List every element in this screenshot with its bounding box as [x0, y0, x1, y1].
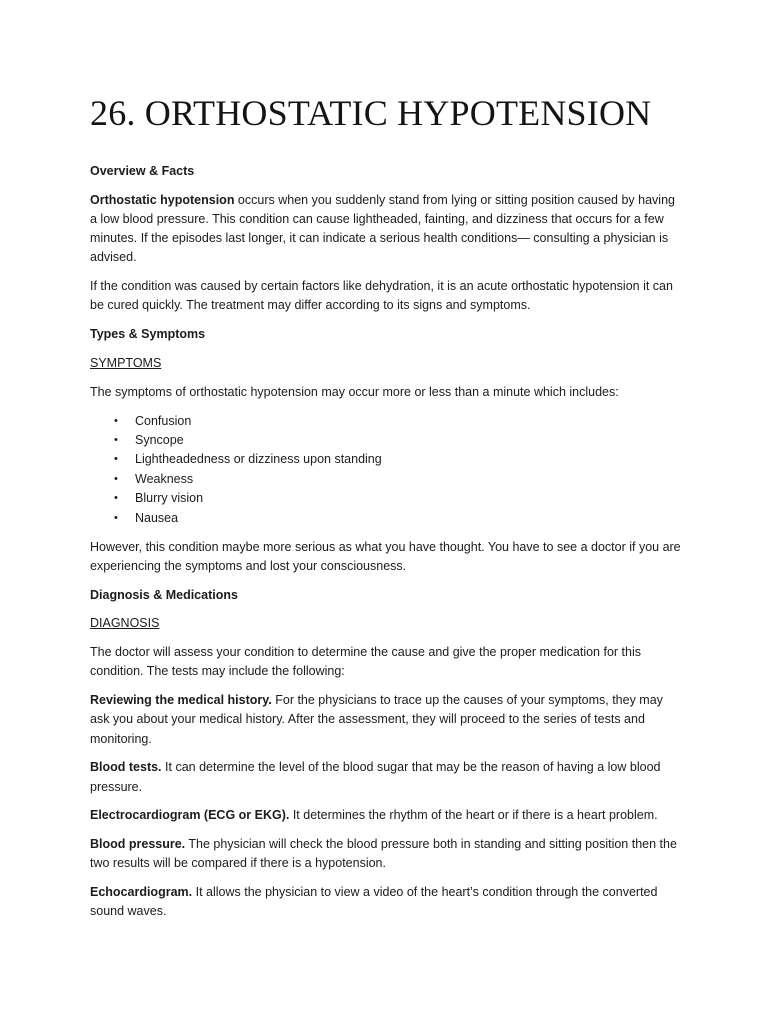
list-item-text: Nausea — [135, 510, 179, 525]
overview-paragraph-2: If the condition was caused by certain factors like dehydration, it is an acute orthostatic hypotension it can be cured quickly. The treatment may differ according to its signs and symptoms. — [90, 279, 673, 313]
list-item — [90, 470, 682, 489]
list-item — [90, 509, 682, 528]
list-item-text: Syncope — [135, 433, 184, 447]
bullet-icon: • — [114, 472, 118, 485]
test-paragraph — [90, 691, 682, 749]
test-paragraph — [90, 806, 682, 825]
list-item — [90, 450, 682, 469]
test-description: It determines the rhythm of the heart or if there is a heart problem. — [289, 808, 658, 823]
page-title: 26. ORTHOSTATIC HYPOTENSION — [90, 93, 652, 133]
bold-lead-term: Orthostatic hypotension — [90, 192, 235, 207]
test-description: The physician will check the blood pressure both in standing and sitting position then the two results will be compared if there is a hypotension. — [90, 837, 677, 871]
test-name: Blood pressure. — [90, 837, 186, 852]
overview-heading: Overview & Facts — [90, 164, 195, 178]
test-description: It can determine the level of the blood sugar that may be the reason of having a low blood pressure. — [90, 760, 661, 794]
document-body — [90, 162, 682, 931]
test-name: Electrocardiogram (ECG or EKG). — [90, 808, 290, 823]
symptoms-subheading: SYMPTOMS — [90, 356, 162, 370]
list-item — [90, 431, 682, 450]
test-description: For the physicians to trace up the causes of your symptoms, they may ask you about your medical history. After the assessment, they will proceed to the series of tests and monitoring. — [90, 693, 663, 746]
test-paragraph — [90, 883, 682, 921]
test-paragraph — [90, 835, 682, 873]
list-item-text: Confusion — [135, 413, 192, 428]
list-item — [90, 412, 682, 431]
bullet-icon: • — [114, 492, 118, 505]
list-item-text: Lightheadedness or dizziness upon standing — [135, 452, 382, 467]
bullet-icon: • — [114, 453, 118, 466]
test-description: It allows the physician to view a video of the heart’s condition through the converted sound waves. — [90, 885, 658, 919]
diagnosis-subheading: DIAGNOSIS — [90, 616, 160, 631]
bullet-icon: • — [114, 434, 118, 446]
list-item-text: Blurry vision — [135, 491, 204, 506]
symptoms-followup-paragraph: However, this condition maybe more serious as what you have thought. You have to see a doctor if you are experiencing the symptoms and lost your consciousness. — [90, 539, 681, 573]
types-heading: Types & Symptoms — [90, 327, 206, 342]
diagnosis-intro: The doctor will assess your condition to determine the cause and give the proper medication for this condition. The tests may include the following: — [90, 645, 641, 679]
test-name: Blood tests. — [90, 760, 162, 775]
diagnosis-heading: Diagnosis & Medications — [90, 587, 238, 602]
symptoms-intro: The symptoms of orthostatic hypotension may occur more or less than a minute which includes: — [90, 384, 619, 399]
bullet-icon: • — [114, 414, 118, 427]
test-paragraph — [90, 758, 682, 796]
overview-paragraph-1 — [90, 191, 682, 268]
list-item — [90, 489, 682, 508]
bullet-icon: • — [114, 511, 118, 524]
paragraph-text: occurs when you suddenly stand from lying or sitting position caused by having a low blood pressure. This condition can cause lightheaded, fainting, and dizziness that occurs for a few minutes. If the episodes last longer, it can indicate a serious health conditions— consulting a physician is advised. — [90, 192, 675, 265]
test-name: Echocardiogram. — [90, 885, 193, 900]
symptoms-list — [90, 412, 682, 528]
list-item-text: Weakness — [135, 471, 194, 486]
test-name: Reviewing the medical history. — [90, 693, 272, 708]
